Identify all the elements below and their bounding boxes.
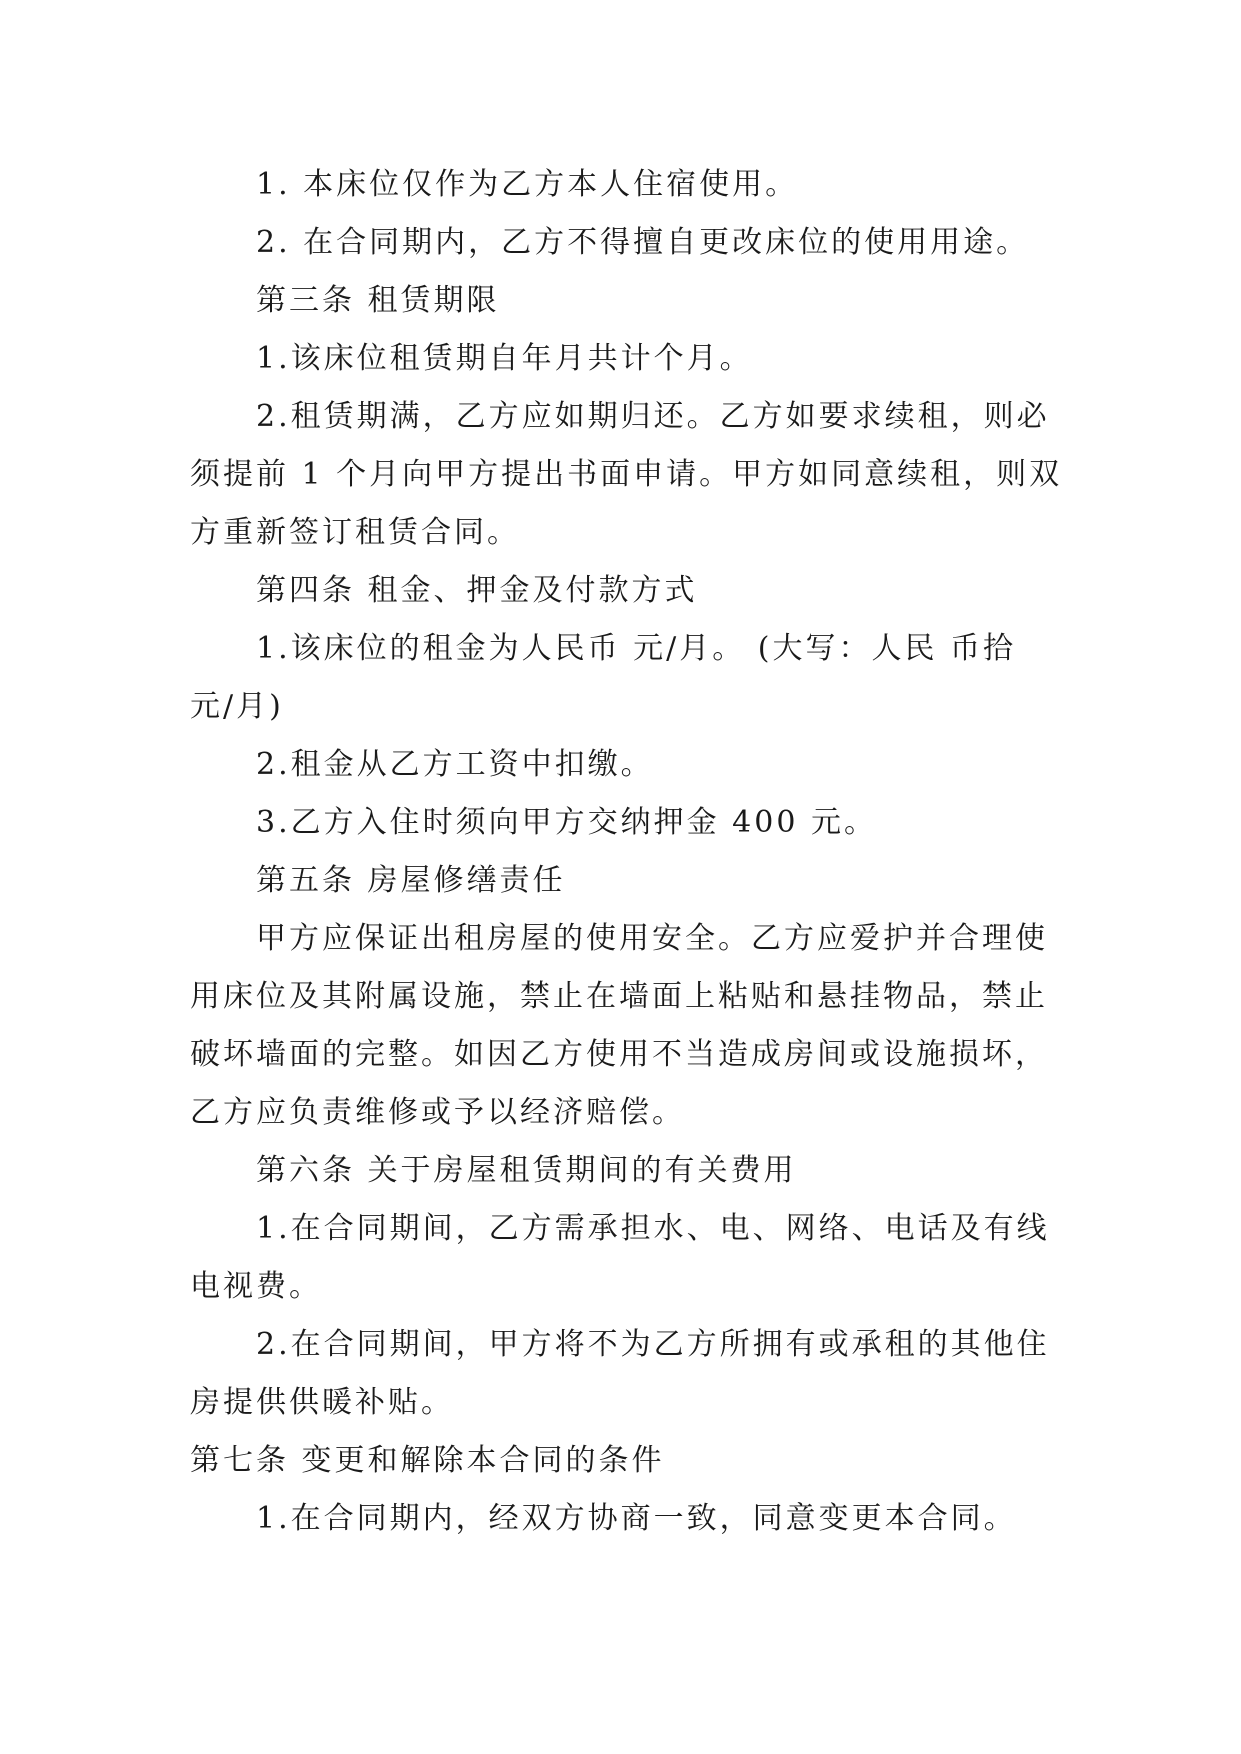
paragraph-line: 乙方应负责维修或予以经济赔偿。 [190,1095,685,1130]
paragraph-line: 甲方应保证出租房屋的使用安全。乙方应爱护并合理使 [256,921,1048,956]
paragraph-line: 1.该床位租赁期自年月共计个月。 [256,341,753,376]
section-heading: 第五条 房屋修缮责任 [256,863,566,898]
paragraph-line: 用床位及其附属设施，禁止在墙面上粘贴和悬挂物品，禁止 [190,979,1048,1014]
paragraph-line: 1. 本床位仅作为乙方本人住宿使用。 [256,167,799,202]
section-heading: 第六条 关于房屋租赁期间的有关费用 [256,1153,797,1188]
paragraph-line: 1.在合同期内，经双方协商一致，同意变更本合同。 [256,1501,1017,1536]
paragraph-line: 2.在合同期间，甲方将不为乙方所拥有或承租的其他住 [256,1327,1050,1362]
paragraph-line: 元/月) [190,689,284,724]
paragraph-line: 方重新签订租赁合同。 [190,515,520,550]
paragraph-line: 2.租金从乙方工资中扣缴。 [256,747,654,782]
document-body [190,156,1063,1548]
paragraph-line: 3.乙方入住时须向甲方交纳押金 400 元。 [256,805,877,840]
paragraph-line: 2.租赁期满，乙方应如期归还。乙方如要求续租，则必 [256,399,1050,434]
section-heading: 第三条 租赁期限 [256,283,500,318]
paragraph-line: 1.该床位的租金为人民币 元/月。 (大写：人民 币拾 [256,631,1017,666]
paragraph-line: 房提供供暖补贴。 [190,1385,454,1420]
paragraph-line: 1.在合同期间，乙方需承担水、电、网络、电话及有线 [256,1211,1050,1246]
paragraph-line: 2. 在合同期内，乙方不得擅自更改床位的使用用途。 [256,225,1030,260]
section-heading: 第七条 变更和解除本合同的条件 [190,1443,665,1478]
section-heading: 第四条 租金、押金及付款方式 [256,573,698,608]
paragraph-line: 须提前 1 个月向甲方提出书面申请。甲方如同意续租，则双 [190,457,1063,492]
paragraph-line: 破坏墙面的完整。如因乙方使用不当造成房间或设施损坏， [190,1037,1048,1072]
paragraph-line: 电视费。 [190,1269,322,1304]
